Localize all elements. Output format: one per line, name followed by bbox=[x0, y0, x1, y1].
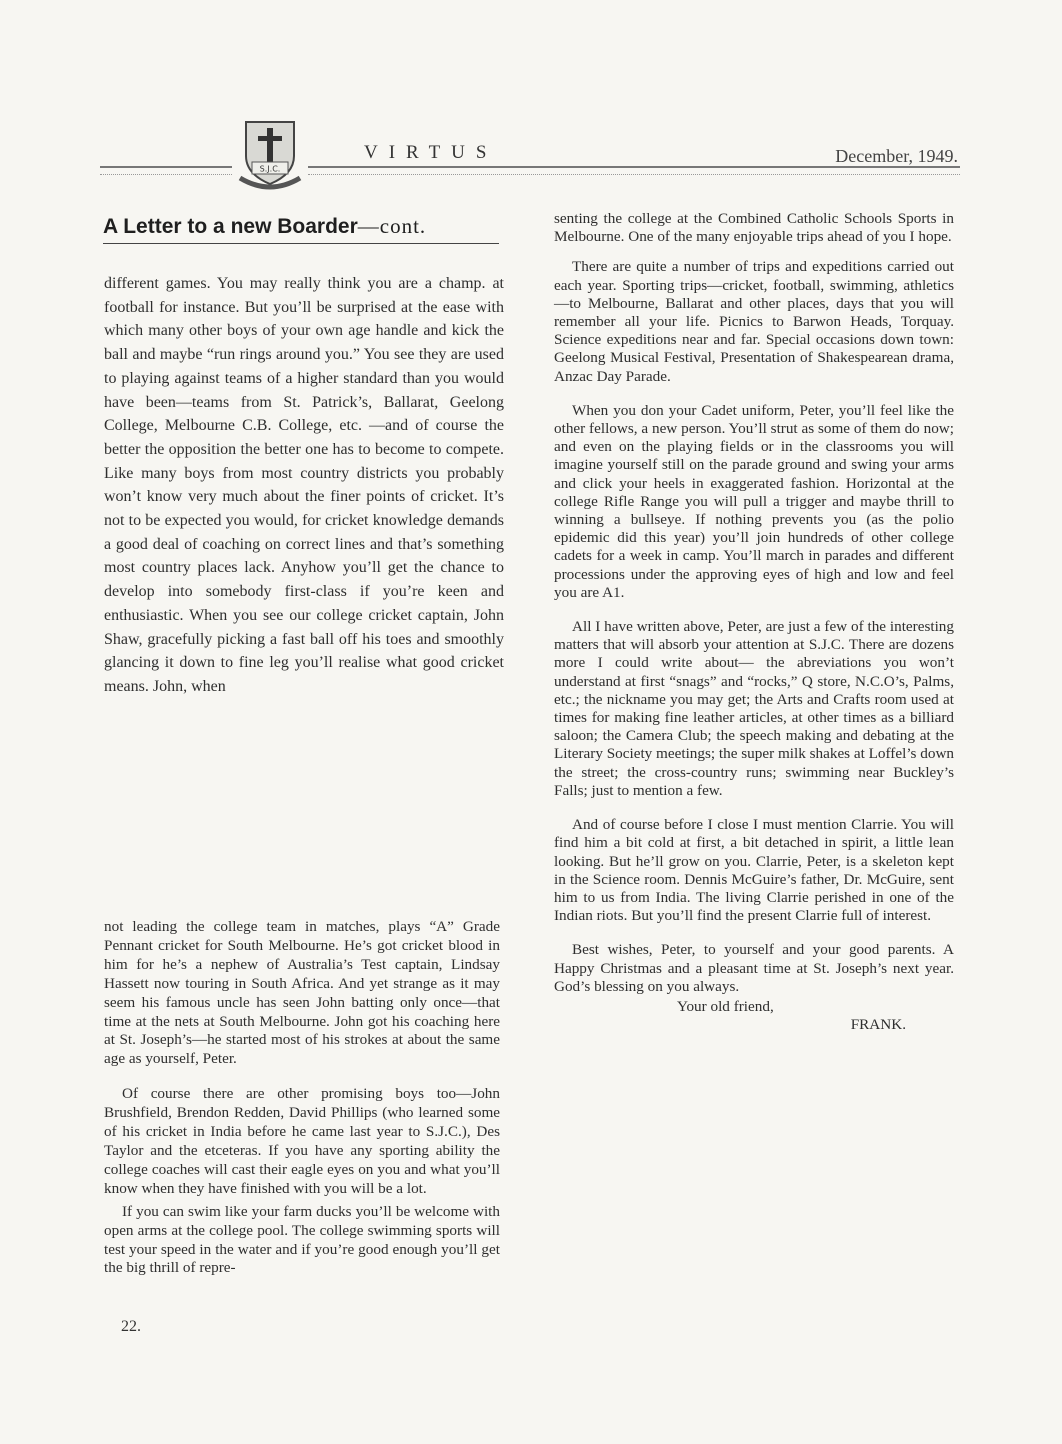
issue-date: December, 1949. bbox=[835, 146, 958, 166]
crest-initials: S.J.C. bbox=[259, 164, 281, 174]
paragraph: not leading the college team in matches, plays “A” Grade Pennant cricket for South Melbourne. He’s got cricket blood in him for he’s a nephew of Australia’s Test captain, Lindsay Hassett now touring in South Africa. And yet strange as it may seem his famous uncle has seen John batting only once—that time at the nets at South Melbourne. John got his coaching here at St. Joseph’s—he started most of his strokes at about the same age as yourself, Peter. bbox=[104, 918, 500, 1068]
masthead-title: VIRTUS bbox=[364, 142, 498, 163]
article-title bbox=[103, 214, 499, 244]
paragraph: Of course there are other promising boys too—John Brushfield, Brendon Redden, David Phillips (who learned some of his cricket in India before he came last year to S.J.C.), Des Taylor and the etceteras. If you have any sporting ability the college coaches will cast their eagle eyes on you and what you’ll know when they have finished with you will be a lot. bbox=[104, 1085, 500, 1197]
right-column bbox=[554, 210, 954, 1034]
article-title-text: A Letter to a new Boarder bbox=[103, 215, 358, 238]
college-crest-icon bbox=[238, 116, 302, 192]
paragraph: And of course before I close I must mention Clarrie. You will find him a bit cold at first, a bit detached in spirit, a little lean looking. But he’ll grow on you. Clarrie, Peter, is a skeleton kept in the Science room. Dennis McGuire’s father, Dr. McGuire, sent him to us from India. The living Clarrie perished in one of the Indian riots. But you’ll find the present Clarrie full of interest. bbox=[554, 816, 954, 925]
page-number: 22. bbox=[121, 1318, 141, 1335]
signature: FRANK. bbox=[850, 1016, 906, 1034]
left-column-top bbox=[104, 272, 504, 699]
closing-line: Your old friend, bbox=[677, 997, 774, 1015]
header-rule-right bbox=[308, 166, 960, 175]
paragraph: When you don your Cadet uniform, Peter, you’ll feel like the other fellows, a new person. You’ll strut as some of them do now; and even on the playing fields or in the classrooms you will imagine yourself still on the parade ground and swing your arms and click your heels in exaggerated fashion. Horizontal at the college Rifle Range you will pull a trigger and maybe thrill to winning a bullseye. If nothing prevents you (as the polio epidemic did this year) you’ll join hundreds of other college cadets for a week in camp. You’ll march in parades and different processions under the approving eyes of high and low and feel you are A1. bbox=[554, 401, 954, 601]
paragraph: All I have written above, Peter, are just a few of the interesting matters that will absorb your attention at S.J.C. There are dozens more I could write about— the abreviations you won’t understand at first “snags” and “rocks,” Q store, N.C.O’s, Palms, etc.; the nickname you may get; the Arts and Crafts room used at times for making fine leather articles, at other times as a billiard saloon; the Camera Club; the speech making and debating at the Literary Society meetings; the super milk shakes at Loffel’s down the street; the cross-country runs; swimming near Buckley’s Falls; just to mention a few. bbox=[554, 618, 954, 799]
paragraph: If you can swim like your farm ducks you’ll be welcome with open arms at the college pool. The college swimming sports will test your speed in the water and if you’re good enough you’ll get the big thrill of repre- bbox=[104, 1202, 500, 1277]
page-header bbox=[100, 112, 960, 192]
paragraph: senting the college at the Combined Catholic Schools Sports in Melbourne. One of the many enjoyable trips ahead of you I hope. bbox=[554, 210, 954, 246]
paragraph: different games. You may really think you are a champ. at football for instance. But you’ll be surprised at the ease with which many other boys of your own age handle and kick the ball and maybe “run rings around you.” You see they are used to playing against teams of a higher standard than you would have been—teams from St. Patrick’s, Ballarat, Geelong College, Melbourne C.B. College, etc. —and of course the better the opposition the better one has to become to compete. Like many boys from most country districts you probably won’t know very much about the finer points of cricket. It’s not to be expected you would, for cricket knowledge demands a good deal of coaching on correct lines and that’s something most country places lack. Anyhow you’ll get the chance to develop into somebody first-class if you’re keen and enthusiastic. When you see our college cricket captain, John Shaw, gracefully picking a fast ball off his toes and smoothly glancing it down to fine leg you’ll realise what good cricket means. John, when bbox=[104, 275, 504, 695]
paragraph: There are quite a number of trips and expeditions carried out each year. Sporting trips—cricket, football, swimming, athletics—to Melbourne, Ballarat and other places, days that you will remember all your life. Picnics to Barwon Heads, Torquay. Science expeditions near and far. Special occasions down town: Geelong Musical Festival, Presentation of Shakespearean drama, Anzac Day Parade. bbox=[554, 258, 954, 385]
header-rule-left bbox=[100, 166, 232, 175]
paragraph: Best wishes, Peter, to yourself and your good parents. A Happy Christmas and a pleasant time at St. Joseph’s next year. God’s blessing on you always. bbox=[554, 941, 954, 995]
article-title-suffix: —cont. bbox=[357, 214, 427, 238]
left-column-bottom bbox=[104, 918, 500, 1278]
